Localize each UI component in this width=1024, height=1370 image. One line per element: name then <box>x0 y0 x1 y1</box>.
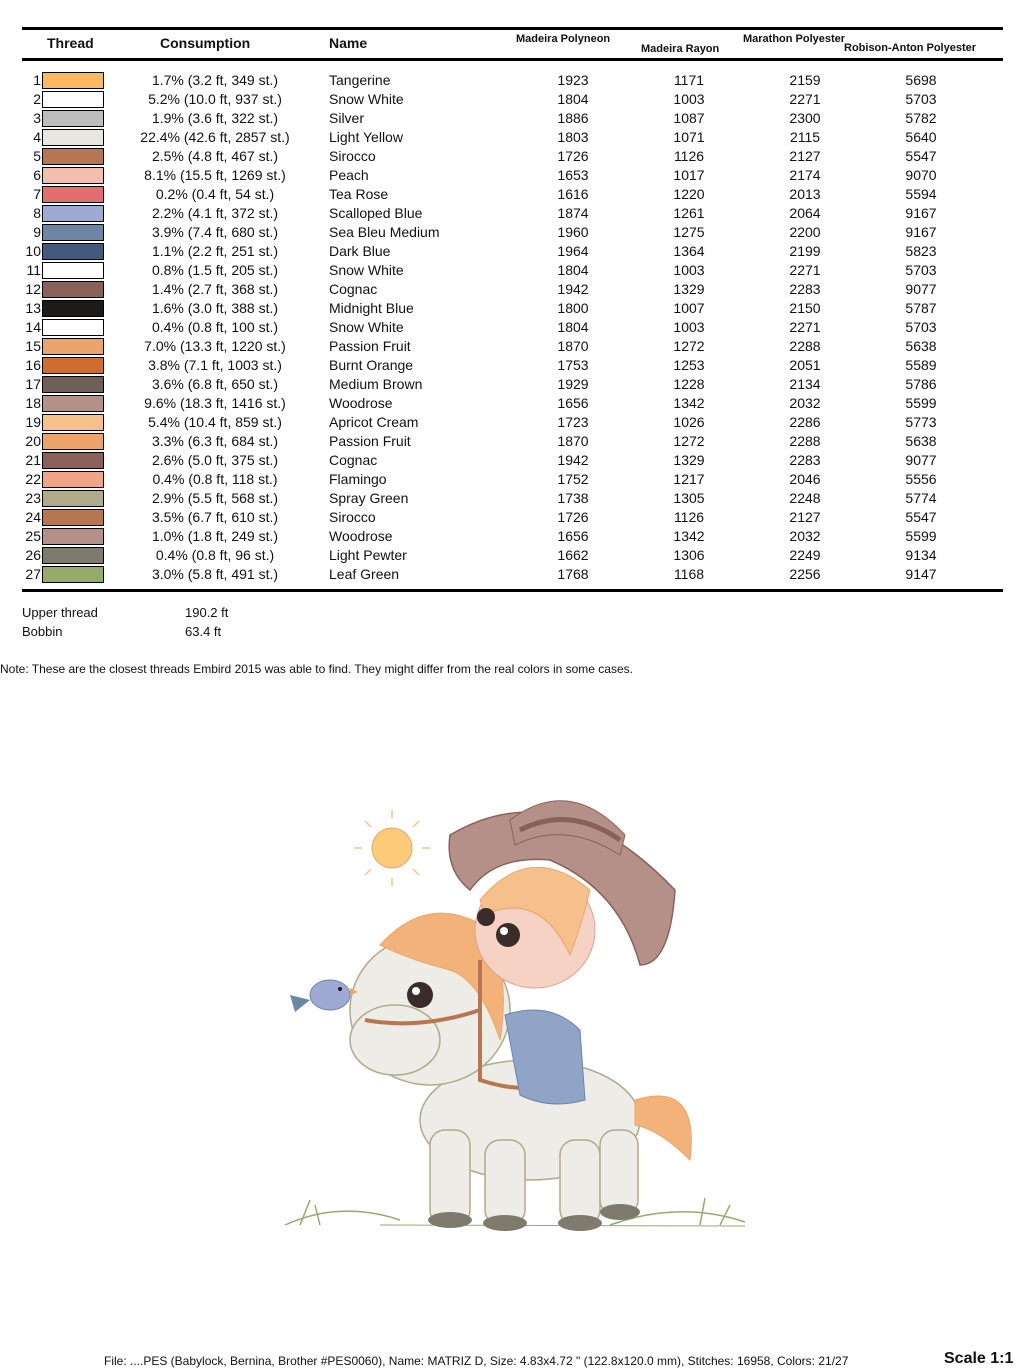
madeira-rayon-cell: 1087 <box>673 110 705 126</box>
color-swatch <box>42 186 104 203</box>
madeira-polyneon-cell: 1960 <box>557 224 589 240</box>
thread-name-cell: Cognac <box>329 452 378 468</box>
marathon-polyester-cell: 2248 <box>789 490 821 506</box>
thread-name-cell: Peach <box>329 167 369 183</box>
thread-name-cell: Snow White <box>329 91 404 107</box>
thread-number: 22 <box>25 471 41 487</box>
consumption-cell: 3.8% (7.1 ft, 1003 st.) <box>148 357 282 373</box>
thread-name-cell: Burnt Orange <box>329 357 414 373</box>
embroidery-design-preview <box>280 780 750 1250</box>
consumption-cell: 9.6% (18.3 ft, 1416 st.) <box>144 395 286 411</box>
consumption-cell: 0.4% (0.8 ft, 118 st.) <box>152 471 278 487</box>
robison-anton-cell: 5599 <box>905 528 937 544</box>
madeira-polyneon-cell: 1723 <box>557 414 589 430</box>
madeira-polyneon-cell: 1753 <box>557 357 589 373</box>
robison-anton-cell: 9077 <box>905 281 937 297</box>
thread-number: 21 <box>25 452 41 468</box>
robison-anton-cell: 5640 <box>905 129 937 145</box>
table-row <box>0 242 1024 261</box>
consumption-cell: 3.0% (5.8 ft, 491 st.) <box>151 566 279 582</box>
scale-label: Scale 1:1 <box>944 1350 1014 1367</box>
robison-anton-cell: 5773 <box>905 414 937 430</box>
madeira-polyneon-cell: 1800 <box>557 300 589 316</box>
table-bottom-rule <box>22 589 1003 592</box>
thread-name-cell: Medium Brown <box>329 376 423 392</box>
header-marathon-polyester: Marathon Polyester <box>743 33 846 45</box>
marathon-polyester-cell: 2013 <box>789 186 821 202</box>
robison-anton-cell: 5698 <box>905 72 937 88</box>
marathon-polyester-cell: 2032 <box>789 528 821 544</box>
header-consumption: Consumption <box>160 35 251 51</box>
consumption-cell: 1.6% (3.0 ft, 388 st.) <box>151 300 279 316</box>
thread-name-cell: Sirocco <box>329 509 376 525</box>
thread-name-cell: Scalloped Blue <box>329 205 423 221</box>
consumption-cell: 1.1% (2.2 ft, 251 st.) <box>151 243 279 259</box>
color-swatch <box>42 319 104 336</box>
thread-number: 10 <box>25 243 41 259</box>
thread-number: 14 <box>25 319 41 335</box>
color-swatch <box>42 452 104 469</box>
table-row <box>0 375 1024 394</box>
table-row <box>0 432 1024 451</box>
color-swatch <box>42 566 104 583</box>
madeira-polyneon-cell: 1738 <box>557 490 589 506</box>
thread-number: 16 <box>25 357 41 373</box>
robison-anton-cell: 5787 <box>905 300 937 316</box>
color-swatch <box>42 414 104 431</box>
color-swatch <box>42 167 104 184</box>
madeira-rayon-cell: 1017 <box>673 167 705 183</box>
table-row <box>0 204 1024 223</box>
robison-anton-cell: 5556 <box>905 471 937 487</box>
madeira-rayon-cell: 1364 <box>673 243 705 259</box>
table-row <box>0 356 1024 375</box>
thread-name-cell: Flamingo <box>329 471 387 487</box>
marathon-polyester-cell: 2064 <box>789 205 821 221</box>
table-row <box>0 489 1024 508</box>
consumption-cell: 5.4% (10.4 ft, 859 st.) <box>148 414 282 430</box>
marathon-polyester-cell: 2256 <box>789 566 821 582</box>
marathon-polyester-cell: 2174 <box>789 167 821 183</box>
table-header-rule <box>22 58 1003 61</box>
table-row <box>0 147 1024 166</box>
table-row <box>0 166 1024 185</box>
color-swatch <box>42 300 104 317</box>
madeira-polyneon-cell: 1870 <box>557 433 589 449</box>
madeira-rayon-cell: 1342 <box>673 528 705 544</box>
color-swatch <box>42 205 104 222</box>
marathon-polyester-cell: 2046 <box>789 471 821 487</box>
thread-number: 25 <box>25 528 41 544</box>
consumption-cell: 8.1% (15.5 ft, 1269 st.) <box>144 167 286 183</box>
color-swatch <box>42 528 104 545</box>
marathon-polyester-cell: 2127 <box>789 148 821 164</box>
thread-number: 24 <box>25 509 41 525</box>
robison-anton-cell: 9070 <box>905 167 937 183</box>
header-madeira-rayon: Madeira Rayon <box>641 43 720 55</box>
robison-anton-cell: 5589 <box>905 357 937 373</box>
madeira-rayon-cell: 1272 <box>673 338 705 354</box>
thread-number: 20 <box>25 433 41 449</box>
color-swatch <box>42 471 104 488</box>
madeira-polyneon-cell: 1656 <box>557 395 589 411</box>
madeira-rayon-cell: 1007 <box>673 300 705 316</box>
madeira-polyneon-cell: 1942 <box>557 281 589 297</box>
madeira-polyneon-cell: 1874 <box>557 205 589 221</box>
thread-name-cell: Passion Fruit <box>329 433 411 449</box>
robison-anton-cell: 9167 <box>905 205 937 221</box>
robison-anton-cell: 5786 <box>905 376 937 392</box>
marathon-polyester-cell: 2288 <box>789 433 821 449</box>
table-row <box>0 223 1024 242</box>
marathon-polyester-cell: 2150 <box>789 300 821 316</box>
madeira-rayon-cell: 1003 <box>673 319 705 335</box>
color-swatch <box>42 357 104 374</box>
thread-name-cell: Apricot Cream <box>329 414 419 430</box>
file-info: File: ....PES (Babylock, Bernina, Brother #PES0060), Name: MATRIZ D, Size: 4.83x4.72 " (122.8x120.0 mm), Stitches: 16958, Colors: 21/27 <box>104 1354 849 1368</box>
marathon-polyester-cell: 2288 <box>789 338 821 354</box>
upper-thread-value: 190.2 ft <box>185 605 229 620</box>
color-swatch <box>42 262 104 279</box>
marathon-polyester-cell: 2283 <box>789 281 821 297</box>
color-swatch <box>42 281 104 298</box>
color-swatch <box>42 91 104 108</box>
consumption-cell: 2.5% (4.8 ft, 467 st.) <box>151 148 279 164</box>
color-swatch <box>42 72 104 89</box>
madeira-rayon-cell: 1305 <box>673 490 705 506</box>
marathon-polyester-cell: 2127 <box>789 509 821 525</box>
thread-number: 27 <box>25 566 41 582</box>
thread-name-cell: Woodrose <box>329 528 393 544</box>
thread-number: 13 <box>25 300 41 316</box>
madeira-rayon-cell: 1275 <box>673 224 705 240</box>
table-row <box>0 280 1024 299</box>
madeira-rayon-cell: 1003 <box>673 91 705 107</box>
thread-match-note: Note: These are the closest threads Embird 2015 was able to find. They might differ from the real colors in some cases. <box>0 662 633 676</box>
robison-anton-cell: 5703 <box>905 262 937 278</box>
consumption-cell: 3.9% (7.4 ft, 680 st.) <box>151 224 279 240</box>
table-row <box>0 470 1024 489</box>
madeira-polyneon-cell: 1804 <box>557 262 589 278</box>
color-swatch <box>42 433 104 450</box>
madeira-rayon-cell: 1026 <box>673 414 705 430</box>
consumption-cell: 1.7% (3.2 ft, 349 st.) <box>151 72 279 88</box>
pony-eye <box>407 982 433 1008</box>
marathon-polyester-cell: 2271 <box>789 319 821 335</box>
marathon-polyester-cell: 2249 <box>789 547 821 563</box>
consumption-cell: 22.4% (42.6 ft, 2857 st.) <box>140 129 290 145</box>
color-swatch <box>42 243 104 260</box>
table-row <box>0 261 1024 280</box>
madeira-rayon-cell: 1003 <box>673 262 705 278</box>
thread-number: 15 <box>25 338 41 354</box>
consumption-cell: 3.6% (6.8 ft, 650 st.) <box>151 376 279 392</box>
madeira-rayon-cell: 1306 <box>673 547 705 563</box>
marathon-polyester-cell: 2134 <box>789 376 821 392</box>
bobbin-value: 63.4 ft <box>185 624 222 639</box>
thread-name-cell: Midnight Blue <box>329 300 414 316</box>
madeira-rayon-cell: 1342 <box>673 395 705 411</box>
robison-anton-cell: 5823 <box>905 243 937 259</box>
robison-anton-cell: 9147 <box>905 566 937 582</box>
thread-number: 12 <box>25 281 41 297</box>
thread-number: 2 <box>33 91 41 107</box>
madeira-polyneon-cell: 1804 <box>557 91 589 107</box>
robison-anton-cell: 5638 <box>905 433 937 449</box>
thread-number: 9 <box>33 224 41 240</box>
thread-number: 11 <box>26 262 41 278</box>
thread-name-cell: Light Yellow <box>329 129 403 145</box>
table-row <box>0 299 1024 318</box>
marathon-polyester-cell: 2283 <box>789 452 821 468</box>
table-row <box>0 508 1024 527</box>
thread-number: 7 <box>33 186 41 202</box>
consumption-cell: 0.8% (1.5 ft, 205 st.) <box>151 262 279 278</box>
pony-tail <box>635 1096 691 1160</box>
madeira-polyneon-cell: 1870 <box>557 338 589 354</box>
madeira-polyneon-cell: 1929 <box>557 376 589 392</box>
thread-name-cell: Snow White <box>329 319 404 335</box>
thread-number: 26 <box>25 547 41 563</box>
consumption-cell: 2.6% (5.0 ft, 375 st.) <box>151 452 279 468</box>
thread-number: 1 <box>33 72 41 88</box>
color-swatch <box>42 338 104 355</box>
marathon-polyester-cell: 2271 <box>789 262 821 278</box>
madeira-polyneon-cell: 1942 <box>557 452 589 468</box>
madeira-rayon-cell: 1228 <box>673 376 705 392</box>
madeira-polyneon-cell: 1656 <box>557 528 589 544</box>
consumption-cell: 2.9% (5.5 ft, 568 st.) <box>151 490 279 506</box>
color-swatch <box>42 129 104 146</box>
thread-name-cell: Tangerine <box>329 72 391 88</box>
thread-number: 5 <box>33 148 41 164</box>
thread-name-cell: Silver <box>329 110 365 126</box>
table-row <box>0 337 1024 356</box>
header-name: Name <box>329 35 368 51</box>
madeira-polyneon-cell: 1886 <box>557 110 589 126</box>
bird-icon <box>290 980 358 1012</box>
robison-anton-cell: 5594 <box>905 186 937 202</box>
thread-name-cell: Snow White <box>329 262 404 278</box>
table-row <box>0 451 1024 470</box>
marathon-polyester-cell: 2300 <box>789 110 821 126</box>
color-swatch <box>42 490 104 507</box>
madeira-rayon-cell: 1329 <box>673 452 705 468</box>
marathon-polyester-cell: 2051 <box>789 357 821 373</box>
table-top-rule <box>22 27 1003 30</box>
cowboy-pony-illustration <box>280 780 750 1250</box>
table-row <box>0 565 1024 584</box>
robison-anton-cell: 5599 <box>905 395 937 411</box>
consumption-cell: 2.2% (4.1 ft, 372 st.) <box>151 205 279 221</box>
header-madeira-polyneon: Madeira Polyneon <box>516 33 611 45</box>
marathon-polyester-cell: 2200 <box>789 224 821 240</box>
consumption-cell: 5.2% (10.0 ft, 937 st.) <box>148 91 282 107</box>
robison-anton-cell: 5547 <box>905 509 937 525</box>
marathon-polyester-cell: 2199 <box>789 243 821 259</box>
consumption-cell: 0.4% (0.8 ft, 100 st.) <box>151 319 279 335</box>
consumption-cell: 7.0% (13.3 ft, 1220 st.) <box>144 338 286 354</box>
header-robison-anton-polyester: Robison-Anton Polyester <box>844 42 977 54</box>
table-row <box>0 413 1024 432</box>
madeira-rayon-cell: 1329 <box>673 281 705 297</box>
madeira-rayon-cell: 1071 <box>673 129 705 145</box>
thread-name-cell: Cognac <box>329 281 378 297</box>
robison-anton-cell: 9167 <box>905 224 937 240</box>
madeira-rayon-cell: 1217 <box>673 471 705 487</box>
sun-icon <box>354 810 430 886</box>
marathon-polyester-cell: 2115 <box>789 129 821 145</box>
thread-name-cell: Dark Blue <box>329 243 391 259</box>
table-row <box>0 185 1024 204</box>
consumption-cell: 1.9% (3.6 ft, 322 st.) <box>151 110 279 126</box>
table-row <box>0 128 1024 147</box>
color-swatch <box>42 110 104 127</box>
madeira-polyneon-cell: 1752 <box>557 471 589 487</box>
madeira-polyneon-cell: 1616 <box>557 186 589 202</box>
thread-number: 23 <box>25 490 41 506</box>
robison-anton-cell: 9134 <box>905 547 937 563</box>
boy-eye <box>496 923 520 947</box>
marathon-polyester-cell: 2159 <box>789 72 821 88</box>
madeira-rayon-cell: 1168 <box>673 566 705 582</box>
thread-number: 18 <box>25 395 41 411</box>
header-thread: Thread <box>47 35 94 51</box>
madeira-polyneon-cell: 1923 <box>557 72 589 88</box>
color-swatch <box>42 509 104 526</box>
color-swatch <box>42 224 104 241</box>
madeira-rayon-cell: 1253 <box>673 357 705 373</box>
robison-anton-cell: 5774 <box>905 490 937 506</box>
madeira-rayon-cell: 1272 <box>673 433 705 449</box>
table-row <box>0 71 1024 90</box>
table-row <box>0 90 1024 109</box>
consumption-cell: 3.5% (6.7 ft, 610 st.) <box>151 509 279 525</box>
consumption-cell: 0.4% (0.8 ft, 96 st.) <box>155 547 275 563</box>
color-swatch <box>42 148 104 165</box>
thread-name-cell: Woodrose <box>329 395 393 411</box>
table-row <box>0 318 1024 337</box>
consumption-cell: 1.4% (2.7 ft, 368 st.) <box>151 281 279 297</box>
thread-number: 8 <box>33 205 41 221</box>
madeira-polyneon-cell: 1804 <box>557 319 589 335</box>
consumption-cell: 0.2% (0.4 ft, 54 st.) <box>155 186 275 202</box>
color-swatch <box>42 395 104 412</box>
table-row <box>0 394 1024 413</box>
madeira-polyneon-cell: 1653 <box>557 167 589 183</box>
madeira-polyneon-cell: 1768 <box>557 566 589 582</box>
madeira-polyneon-cell: 1662 <box>557 547 589 563</box>
robison-anton-cell: 5703 <box>905 319 937 335</box>
thread-name-cell: Passion Fruit <box>329 338 411 354</box>
madeira-rayon-cell: 1126 <box>673 148 705 164</box>
thread-number: 17 <box>25 376 41 392</box>
table-row <box>0 546 1024 565</box>
robison-anton-cell: 5703 <box>905 91 937 107</box>
upper-thread-label: Upper thread <box>22 605 98 620</box>
thread-number: 6 <box>33 167 41 183</box>
madeira-polyneon-cell: 1726 <box>557 148 589 164</box>
madeira-rayon-cell: 1261 <box>673 205 705 221</box>
madeira-rayon-cell: 1220 <box>673 186 705 202</box>
marathon-polyester-cell: 2271 <box>789 91 821 107</box>
madeira-polyneon-cell: 1726 <box>557 509 589 525</box>
robison-anton-cell: 5547 <box>905 148 937 164</box>
madeira-polyneon-cell: 1964 <box>557 243 589 259</box>
madeira-polyneon-cell: 1803 <box>557 129 589 145</box>
consumption-cell: 1.0% (1.8 ft, 249 st.) <box>151 528 279 544</box>
marathon-polyester-cell: 2032 <box>789 395 821 411</box>
table-row <box>0 527 1024 546</box>
thread-name-cell: Sea Bleu Medium <box>329 224 440 240</box>
bobbin-label: Bobbin <box>22 624 63 639</box>
thread-number: 19 <box>25 414 41 430</box>
marathon-polyester-cell: 2286 <box>789 414 821 430</box>
thread-number: 4 <box>33 129 41 145</box>
robison-anton-cell: 5638 <box>905 338 937 354</box>
color-swatch <box>42 376 104 393</box>
thread-name-cell: Tea Rose <box>329 186 389 202</box>
madeira-rayon-cell: 1171 <box>673 72 705 88</box>
thread-name-cell: Spray Green <box>329 490 409 506</box>
table-row <box>0 109 1024 128</box>
thread-name-cell: Leaf Green <box>329 566 400 582</box>
consumption-cell: 3.3% (6.3 ft, 684 st.) <box>151 433 279 449</box>
robison-anton-cell: 5782 <box>905 110 937 126</box>
color-swatch <box>42 547 104 564</box>
thread-number: 3 <box>33 110 41 126</box>
robison-anton-cell: 9077 <box>905 452 937 468</box>
thread-name-cell: Sirocco <box>329 148 376 164</box>
madeira-rayon-cell: 1126 <box>673 509 705 525</box>
thread-name-cell: Light Pewter <box>329 547 407 563</box>
